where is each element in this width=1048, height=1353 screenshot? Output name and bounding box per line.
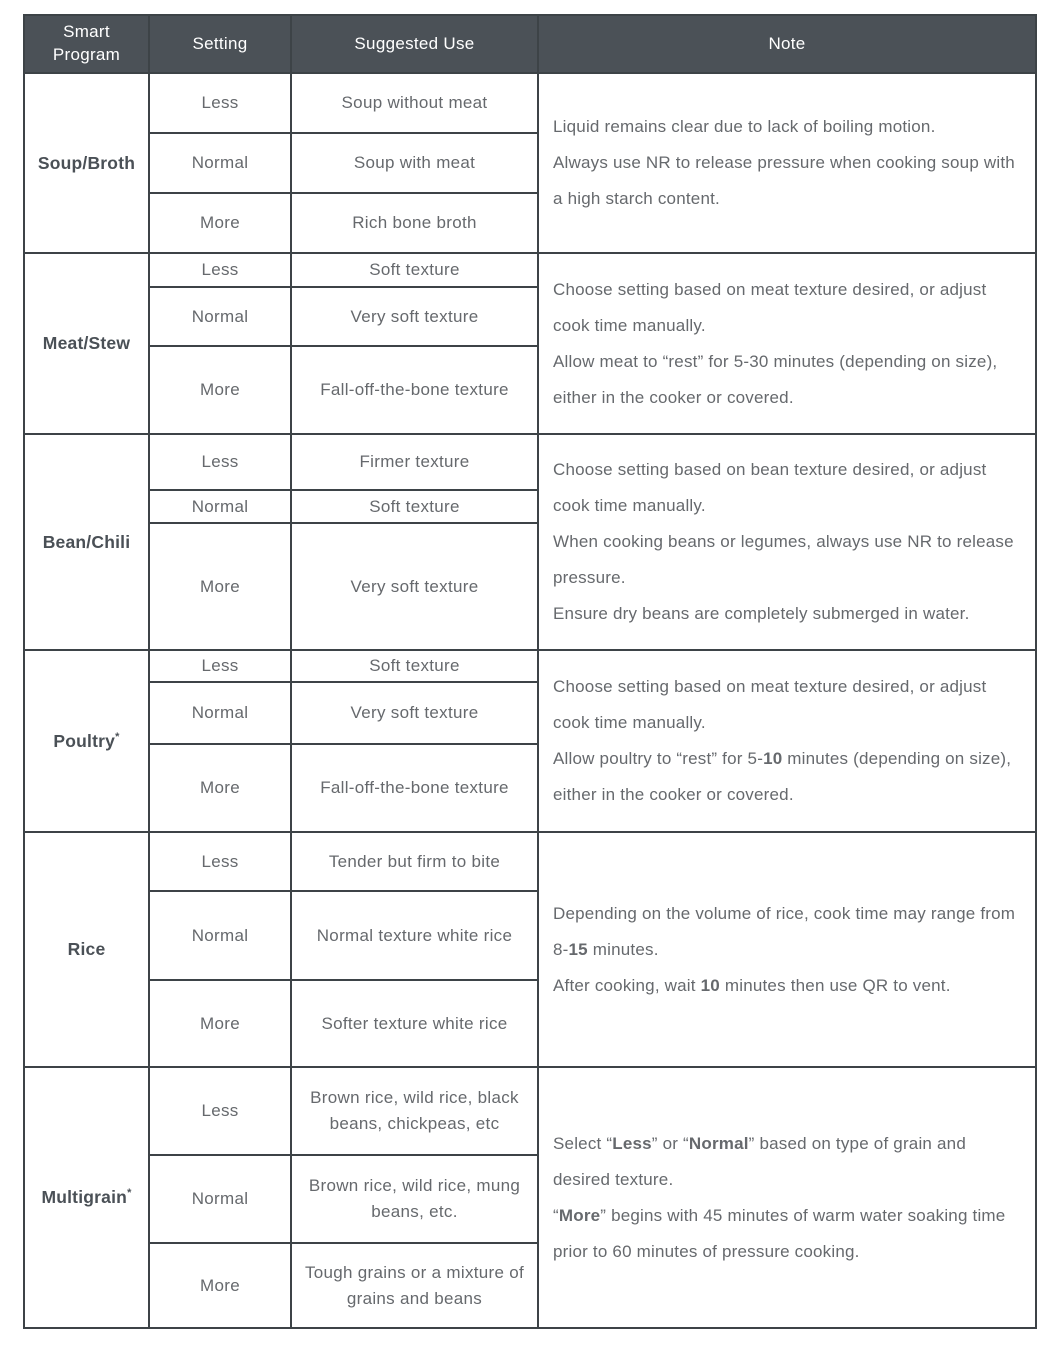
header-note: Note [538,15,1036,73]
table-row [24,434,1036,490]
note-line: Depending on the volume of rice, cook time may range from 8-15 minutes. [553,903,1016,959]
note-cell-rice [538,832,1036,1067]
program-label: Bean/Chili [42,531,131,552]
table-row [24,73,1036,133]
note-cell-meat-stew [538,253,1036,434]
use-cell: Very soft texture [291,287,538,346]
setting-cell: More [149,346,291,434]
use-cell: Softer texture white rice [291,980,538,1067]
setting-cell: More [149,523,291,650]
note-line: Choose setting based on meat texture desired, or adjust cook time manually. [553,279,987,335]
program-cell-bean-chili [24,434,149,650]
use-cell: Fall-off-the-bone texture [291,346,538,434]
setting-cell: Less [149,832,291,891]
use-cell: Very soft texture [291,682,538,744]
note-cell-poultry [538,650,1036,832]
use-cell: Soft texture [291,253,538,287]
table-row [24,832,1036,891]
table-row [24,1067,1036,1155]
use-cell: Normal texture white rice [291,891,538,980]
setting-cell: Less [149,434,291,490]
use-cell: Tough grains or a mixture of grains and beans [291,1243,538,1328]
program-cell-meat-stew [24,253,149,434]
smart-program-table-wrap [23,14,1037,1329]
program-label: Multigrain [41,1187,128,1207]
use-cell: Soup without meat [291,73,538,133]
use-cell: Very soft texture [291,523,538,650]
setting-cell: Normal [149,287,291,346]
header-suggested-use: Suggested Use [291,15,538,73]
note-line: Ensure dry beans are completely submerged in water. [553,604,970,623]
table-row [24,650,1036,682]
program-cell-rice [24,832,149,1067]
setting-cell: Normal [149,682,291,744]
setting-cell: More [149,744,291,832]
note-line: Choose setting based on bean texture desired, or adjust cook time manually. [553,460,987,515]
smart-program-table [23,14,1037,1329]
use-cell: Brown rice, wild rice, black beans, chickpeas, etc [291,1067,538,1155]
setting-cell: Normal [149,133,291,193]
note-line: Always use NR to release pressure when cooking soup with a high starch content. [553,153,1015,208]
program-cell-multigrain [24,1067,149,1328]
header-row [24,15,1036,73]
use-cell: Firmer texture [291,434,538,490]
program-cell-poultry [24,650,149,832]
note-line: After cooking, wait 10 minutes then use QR to vent. [553,975,951,995]
asterisk-mark: * [127,1187,132,1200]
use-cell: Brown rice, wild rice, mung beans, etc. [291,1155,538,1243]
use-cell: Soft texture [291,650,538,682]
setting-cell: More [149,980,291,1067]
setting-cell: Normal [149,891,291,980]
note-line: “More” begins with 45 minutes of warm water soaking time prior to 60 minutes of pressure cooking. [553,1205,1006,1261]
program-label: Meat/Stew [42,333,131,353]
note-line: Choose setting based on meat texture desired, or adjust cook time manually. [553,677,987,732]
setting-cell: Less [149,1067,291,1155]
asterisk-mark: * [115,730,120,743]
setting-cell: Normal [149,1155,291,1243]
table-row [24,253,1036,287]
use-cell: Soft texture [291,490,538,523]
use-cell: Tender but firm to bite [291,832,538,891]
note-cell-soup-broth [538,73,1036,253]
note-line: Allow poultry to “rest” for 5-10 minutes (depending on size), either in the cooker or covered. [553,749,1012,804]
setting-cell: Less [149,73,291,133]
header-setting: Setting [149,15,291,73]
use-cell: Rich bone broth [291,193,538,253]
header-smart-program: Smart Program [24,15,149,73]
program-label: Poultry [53,730,116,751]
use-cell: Soup with meat [291,133,538,193]
program-cell-soup-broth [24,73,149,253]
note-cell-bean-chili [538,434,1036,650]
setting-cell: Normal [149,490,291,523]
note-line: Select “Less” or “Normal” based on type of grain and desired texture. [553,1133,966,1189]
note-cell-multigrain [538,1067,1036,1328]
setting-cell: More [149,1243,291,1328]
note-line: Liquid remains clear due to lack of boiling motion. [553,117,936,136]
note-line: Allow meat to “rest” for 5-30 minutes (depending on size), either in the cooker or covered. [553,351,998,407]
program-label: Soup/Broth [37,152,136,173]
setting-cell: Less [149,253,291,287]
note-line: When cooking beans or legumes, always use NR to release pressure. [553,532,1014,587]
program-label: Rice [67,939,106,959]
setting-cell: Less [149,650,291,682]
use-cell: Fall-off-the-bone texture [291,744,538,832]
setting-cell: More [149,193,291,253]
